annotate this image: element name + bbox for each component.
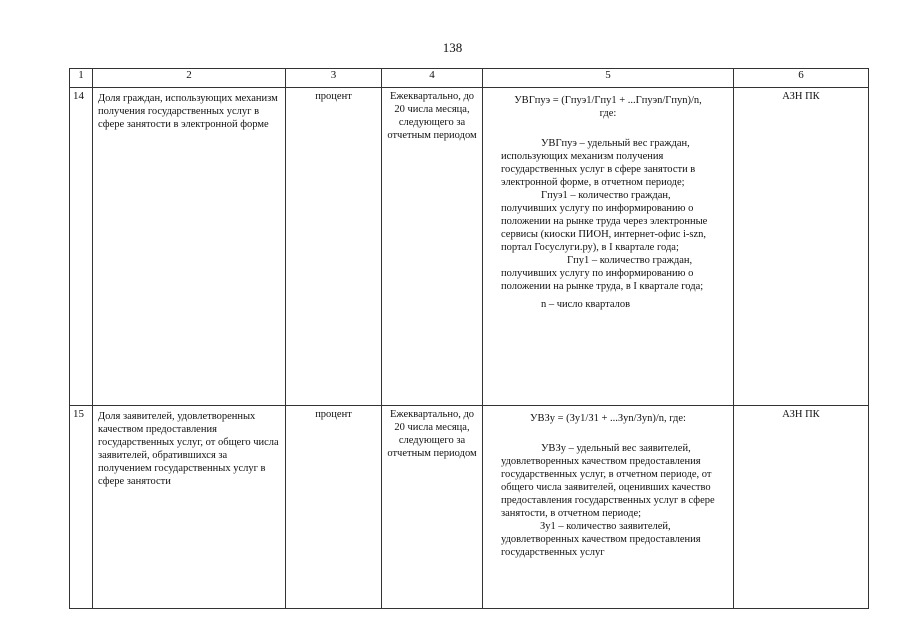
formula-definition: Гпу1 – количество граждан, получивших услугу по информированию о положении на рынке труда, в I квартале года; [501,255,704,292]
indicator-name: Доля заявителей, удовлетворенных качеством предоставления государственных услуг, от общего числа заявителей, обратившихся за получением государственных услуг в сфере занятости [93,406,286,609]
formula-cell [483,88,734,406]
source-cell: АЗН ПК [734,406,869,609]
column-header: 4 [382,69,483,88]
row-number: 15 [70,406,93,609]
table-row [70,406,869,609]
column-header: 1 [70,69,93,88]
period-cell: Ежеквартально, до 20 числа месяца, следующего за отчетным периодом [382,406,483,609]
column-header: 3 [286,69,382,88]
indicator-name: Доля граждан, использующих механизм получения государственных услуг в сфере занятости в электронной форме [93,88,286,406]
source-cell: АЗН ПК [734,88,869,406]
unit-cell: процент [286,406,382,609]
unit-cell: процент [286,88,382,406]
indicators-table [69,68,869,609]
formula-main: УВГпуэ = (Гпуэ1/Гпу1 + ...Гпуэn/Гпуn)/n, [514,95,702,106]
formula-cell [483,406,734,609]
formula-definition: Гпуэ1 – количество граждан, получивших услугу по информированию о положении на рынке труда через электронные сервисы (киоски ПИОН, интернет-офис i-szn, портал Госуслуги.ру), в I квартале года; [501,190,708,253]
column-header: 2 [93,69,286,88]
column-header: 6 [734,69,869,88]
formula-where: где: [599,108,617,119]
formula-definition: Зу1 – количество заявителей, удовлетворенных качеством предоставления государственных услуг [501,521,701,558]
column-header: 5 [483,69,734,88]
table-row [70,88,869,406]
period-cell: Ежеквартально, до 20 числа месяца, следующего за отчетным периодом [382,88,483,406]
table-header-row [70,69,869,88]
formula-main: УВЗу = (Зу1/З1 + ...Зуn/Зуn)/n, где: [530,413,686,424]
formula-definition: n – число кварталов [541,299,631,310]
formula-definition: УВЗу – удельный вес заявителей, удовлетворенных качеством предоставления государственных услуг, в отчетном периоде, от общего числа заявителей, оценивших качество предоставления государственных услуг в сфере занятости, в отчетном периоде; [501,443,715,519]
row-number: 14 [70,88,93,406]
page-number: 138 [442,40,463,55]
formula-definition: УВГпуэ – удельный вес граждан, использующих механизм получения государственных услуг в сфере занятости в электронной форме, в отчетном периоде; [501,138,696,188]
